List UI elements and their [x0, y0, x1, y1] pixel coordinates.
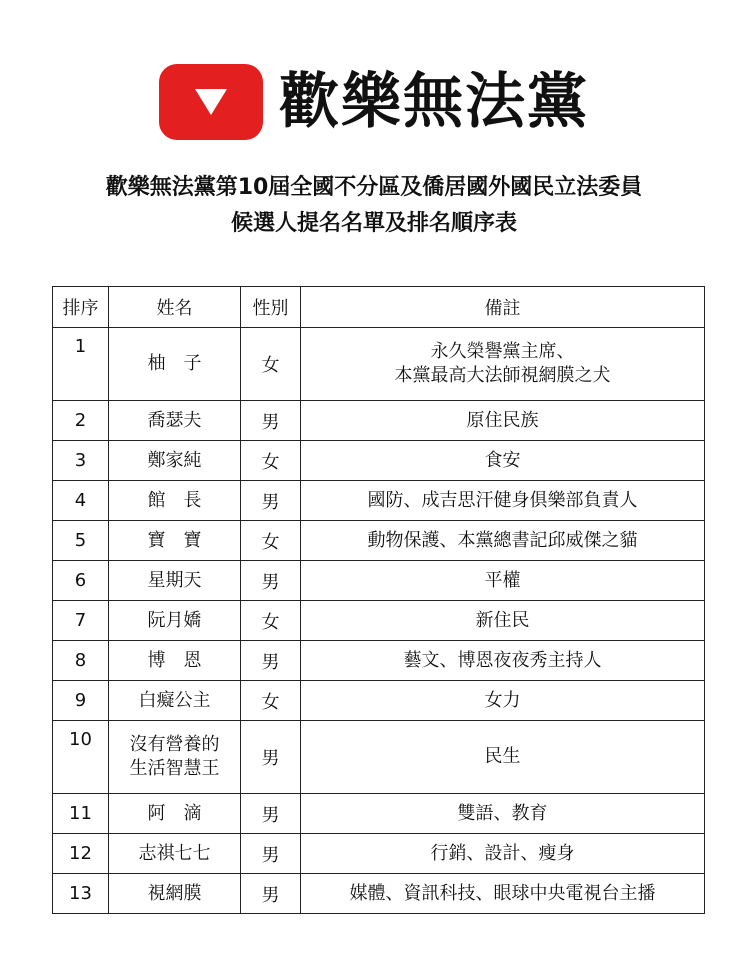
rank-cell [53, 834, 109, 874]
gender-cell [241, 874, 301, 914]
rank-cell [53, 721, 109, 794]
gender-cell [241, 561, 301, 601]
play-triangle-icon [193, 87, 229, 117]
gender-cell-line: 男 [261, 884, 280, 906]
note-cell-line: 食安 [484, 449, 521, 471]
note-cell [301, 481, 705, 521]
note-cell [301, 561, 705, 601]
gender-cell-line: 男 [261, 411, 280, 433]
name-cell-line: 寶 寶 [147, 529, 202, 551]
note-cell [301, 601, 705, 641]
rank-cell-line: 3 [74, 450, 87, 471]
name-cell-line: 柚 子 [147, 353, 202, 374]
table-row [53, 328, 705, 401]
name-cell-line: 阿 滴 [147, 802, 202, 824]
gender-cell [241, 441, 301, 481]
name-cell-line: 博 恩 [147, 649, 202, 671]
gender-cell-line: 女 [261, 691, 280, 713]
rank-cell [53, 328, 109, 401]
note-cell-line: 平權 [484, 569, 521, 591]
gender-cell [241, 834, 301, 874]
table-row [53, 834, 705, 874]
rank-cell-line: 10 [69, 729, 92, 750]
header-rank: 排序 [53, 287, 109, 328]
gender-cell-line: 女 [261, 531, 280, 553]
rank-cell-line: 1 [74, 336, 87, 357]
rank-cell [53, 481, 109, 521]
name-cell [109, 874, 241, 914]
document-title [0, 170, 748, 242]
rank-cell [53, 441, 109, 481]
gender-cell-line: 男 [261, 651, 280, 673]
name-cell [109, 641, 241, 681]
name-cell [109, 681, 241, 721]
header-name: 姓名 [109, 287, 241, 328]
table-row [53, 794, 705, 834]
note-cell [301, 401, 705, 441]
table-row [53, 601, 705, 641]
name-cell [109, 834, 241, 874]
note-cell-line: 原住民族 [466, 409, 539, 431]
note-cell-line: 藝文、博恩夜夜秀主持人 [403, 649, 602, 671]
name-cell-line: 生活智慧王 [129, 758, 220, 779]
name-cell-line: 志祺七七 [138, 842, 211, 864]
gender-cell [241, 794, 301, 834]
gender-cell-line: 女 [261, 611, 280, 633]
name-cell [109, 601, 241, 641]
rank-cell-line: 4 [74, 490, 87, 511]
note-cell [301, 328, 705, 401]
table-row [53, 874, 705, 914]
name-cell-line: 視網膜 [147, 882, 202, 904]
note-cell [301, 641, 705, 681]
table-row [53, 401, 705, 441]
table-row [53, 561, 705, 601]
rank-cell-line: 12 [69, 843, 92, 864]
name-cell [109, 521, 241, 561]
name-cell [109, 441, 241, 481]
table-row [53, 441, 705, 481]
rank-cell [53, 561, 109, 601]
name-cell [109, 561, 241, 601]
rank-cell [53, 601, 109, 641]
note-cell [301, 794, 705, 834]
note-cell-line: 行銷、設計、瘦身 [430, 842, 575, 864]
gender-cell [241, 328, 301, 401]
name-cell [109, 401, 241, 441]
gender-cell-line: 男 [261, 491, 280, 513]
name-cell [109, 328, 241, 401]
name-cell-line: 鄭家純 [147, 449, 202, 471]
note-cell [301, 834, 705, 874]
name-cell-line: 館 長 [147, 489, 202, 511]
table-row [53, 641, 705, 681]
gender-cell-line: 女 [261, 355, 280, 376]
note-cell-line: 女力 [484, 689, 521, 711]
gender-cell-line: 女 [261, 451, 280, 473]
rank-cell [53, 794, 109, 834]
table-row [53, 521, 705, 561]
note-cell-line: 國防、成吉思汗健身俱樂部負責人 [367, 489, 638, 511]
brand-name: 歡樂無法黨 [279, 67, 589, 137]
rank-cell-line: 11 [69, 803, 92, 824]
gender-cell-line: 男 [261, 748, 280, 769]
gender-cell [241, 721, 301, 794]
table-row [53, 681, 705, 721]
rank-cell-line: 5 [74, 530, 87, 551]
gender-cell-line: 男 [261, 571, 280, 593]
header-note: 備註 [301, 287, 705, 328]
gender-cell [241, 601, 301, 641]
rank-cell-line: 2 [74, 410, 87, 431]
name-cell-line: 喬瑟夫 [147, 409, 202, 431]
rank-cell [53, 874, 109, 914]
rank-cell-line: 7 [74, 610, 87, 631]
name-cell-line: 沒有營養的 [129, 734, 220, 755]
name-cell [109, 794, 241, 834]
name-cell [109, 721, 241, 794]
note-cell [301, 521, 705, 561]
gender-cell [241, 521, 301, 561]
rank-cell-line: 13 [69, 883, 92, 904]
logo-badge [159, 64, 263, 140]
note-cell [301, 441, 705, 481]
note-cell [301, 874, 705, 914]
name-cell-line: 白癡公主 [138, 689, 211, 711]
gender-cell [241, 401, 301, 441]
table-header-row [53, 287, 705, 328]
note-cell-line: 民生 [484, 746, 521, 767]
note-cell-line: 永久榮譽黨主席、 [430, 341, 575, 362]
name-cell-line: 阮月嬌 [147, 609, 202, 631]
gender-cell-line: 男 [261, 804, 280, 826]
candidate-table [52, 286, 705, 914]
header-gender: 性別 [241, 287, 301, 328]
rank-cell-line: 8 [74, 650, 87, 671]
title-line-2: 候選人提名名單及排名順序表 [230, 211, 517, 236]
note-cell [301, 721, 705, 794]
rank-cell [53, 641, 109, 681]
rank-cell [53, 521, 109, 561]
note-cell [301, 681, 705, 721]
gender-cell [241, 641, 301, 681]
table-row [53, 481, 705, 521]
name-cell [109, 481, 241, 521]
note-cell-line: 動物保護、本黨總書記邱威傑之貓 [367, 529, 638, 551]
gender-cell [241, 481, 301, 521]
rank-cell [53, 681, 109, 721]
rank-cell [53, 401, 109, 441]
note-cell-line: 雙語、教育 [457, 802, 548, 824]
title-line-1: 歡樂無法黨第10屆全國不分區及僑居國外國民立法委員 [105, 175, 643, 200]
party-logo [0, 62, 748, 142]
table-row [53, 721, 705, 794]
note-cell-line: 媒體、資訊科技、眼球中央電視台主播 [349, 882, 656, 904]
rank-cell-line: 9 [74, 690, 87, 711]
rank-cell-line: 6 [74, 570, 87, 591]
gender-cell [241, 681, 301, 721]
gender-cell-line: 男 [261, 844, 280, 866]
note-cell-line: 新住民 [475, 609, 530, 631]
name-cell-line: 星期天 [147, 569, 202, 591]
note-cell-line: 本黨最高大法師視網膜之犬 [394, 365, 611, 386]
